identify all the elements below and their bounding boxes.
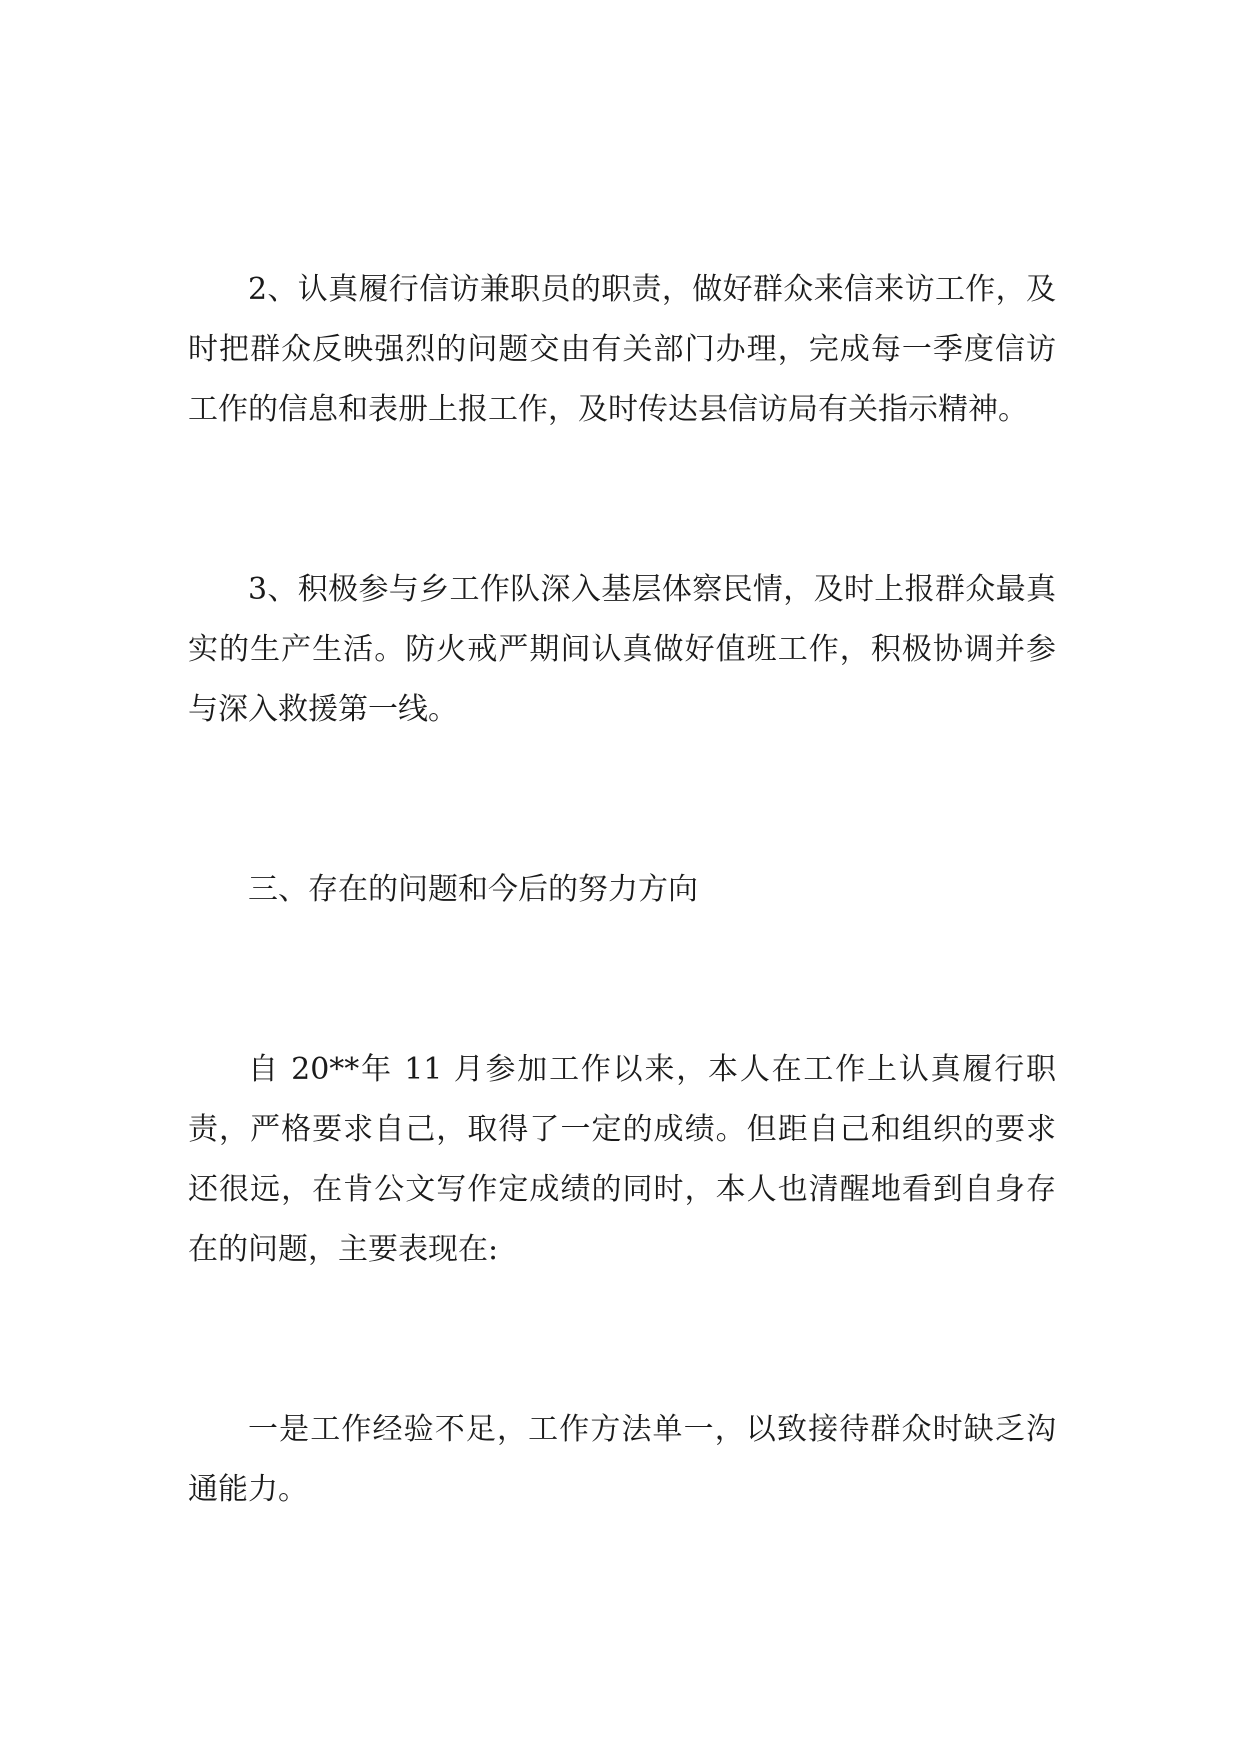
paragraph-spacer — [188, 740, 1056, 860]
paragraph-spacer — [188, 440, 1056, 560]
paragraph-work-team: 3、积极参与乡工作队深入基层体察民情，及时上报群众最真实的生产生活。防火戒严期间认真做好值班工作，积极协调并参与深入救援第一线。 — [188, 572, 1056, 727]
paragraph-spacer — [188, 920, 1056, 1040]
paragraph-petition-duties: 2、认真履行信访兼职员的职责，做好群众来信来访工作，及时把群众反映强烈的问题交由有关部门办理，完成每一季度信访工作的信息和表册上报工作，及时传达县信访局有关指示精神。 — [188, 272, 1056, 427]
paragraph-problem-one: 一是工作经验不足，工作方法单一，以致接待群众时缺乏沟通能力。 — [188, 1412, 1056, 1507]
section-heading-problems: 三、存在的问题和今后的努力方向 — [248, 872, 698, 907]
document-body — [188, 260, 1056, 1520]
paragraph-spacer — [188, 1280, 1056, 1400]
paragraph-self-assessment: 自 20**年 11 月参加工作以来，本人在工作上认真履行职责，严格要求自己，取得了一定的成绩。但距自己和组织的要求还很远，在肯公文写作定成绩的同时，本人也清醒地看到自身存在的问题，主要表现在: — [188, 1052, 1056, 1267]
